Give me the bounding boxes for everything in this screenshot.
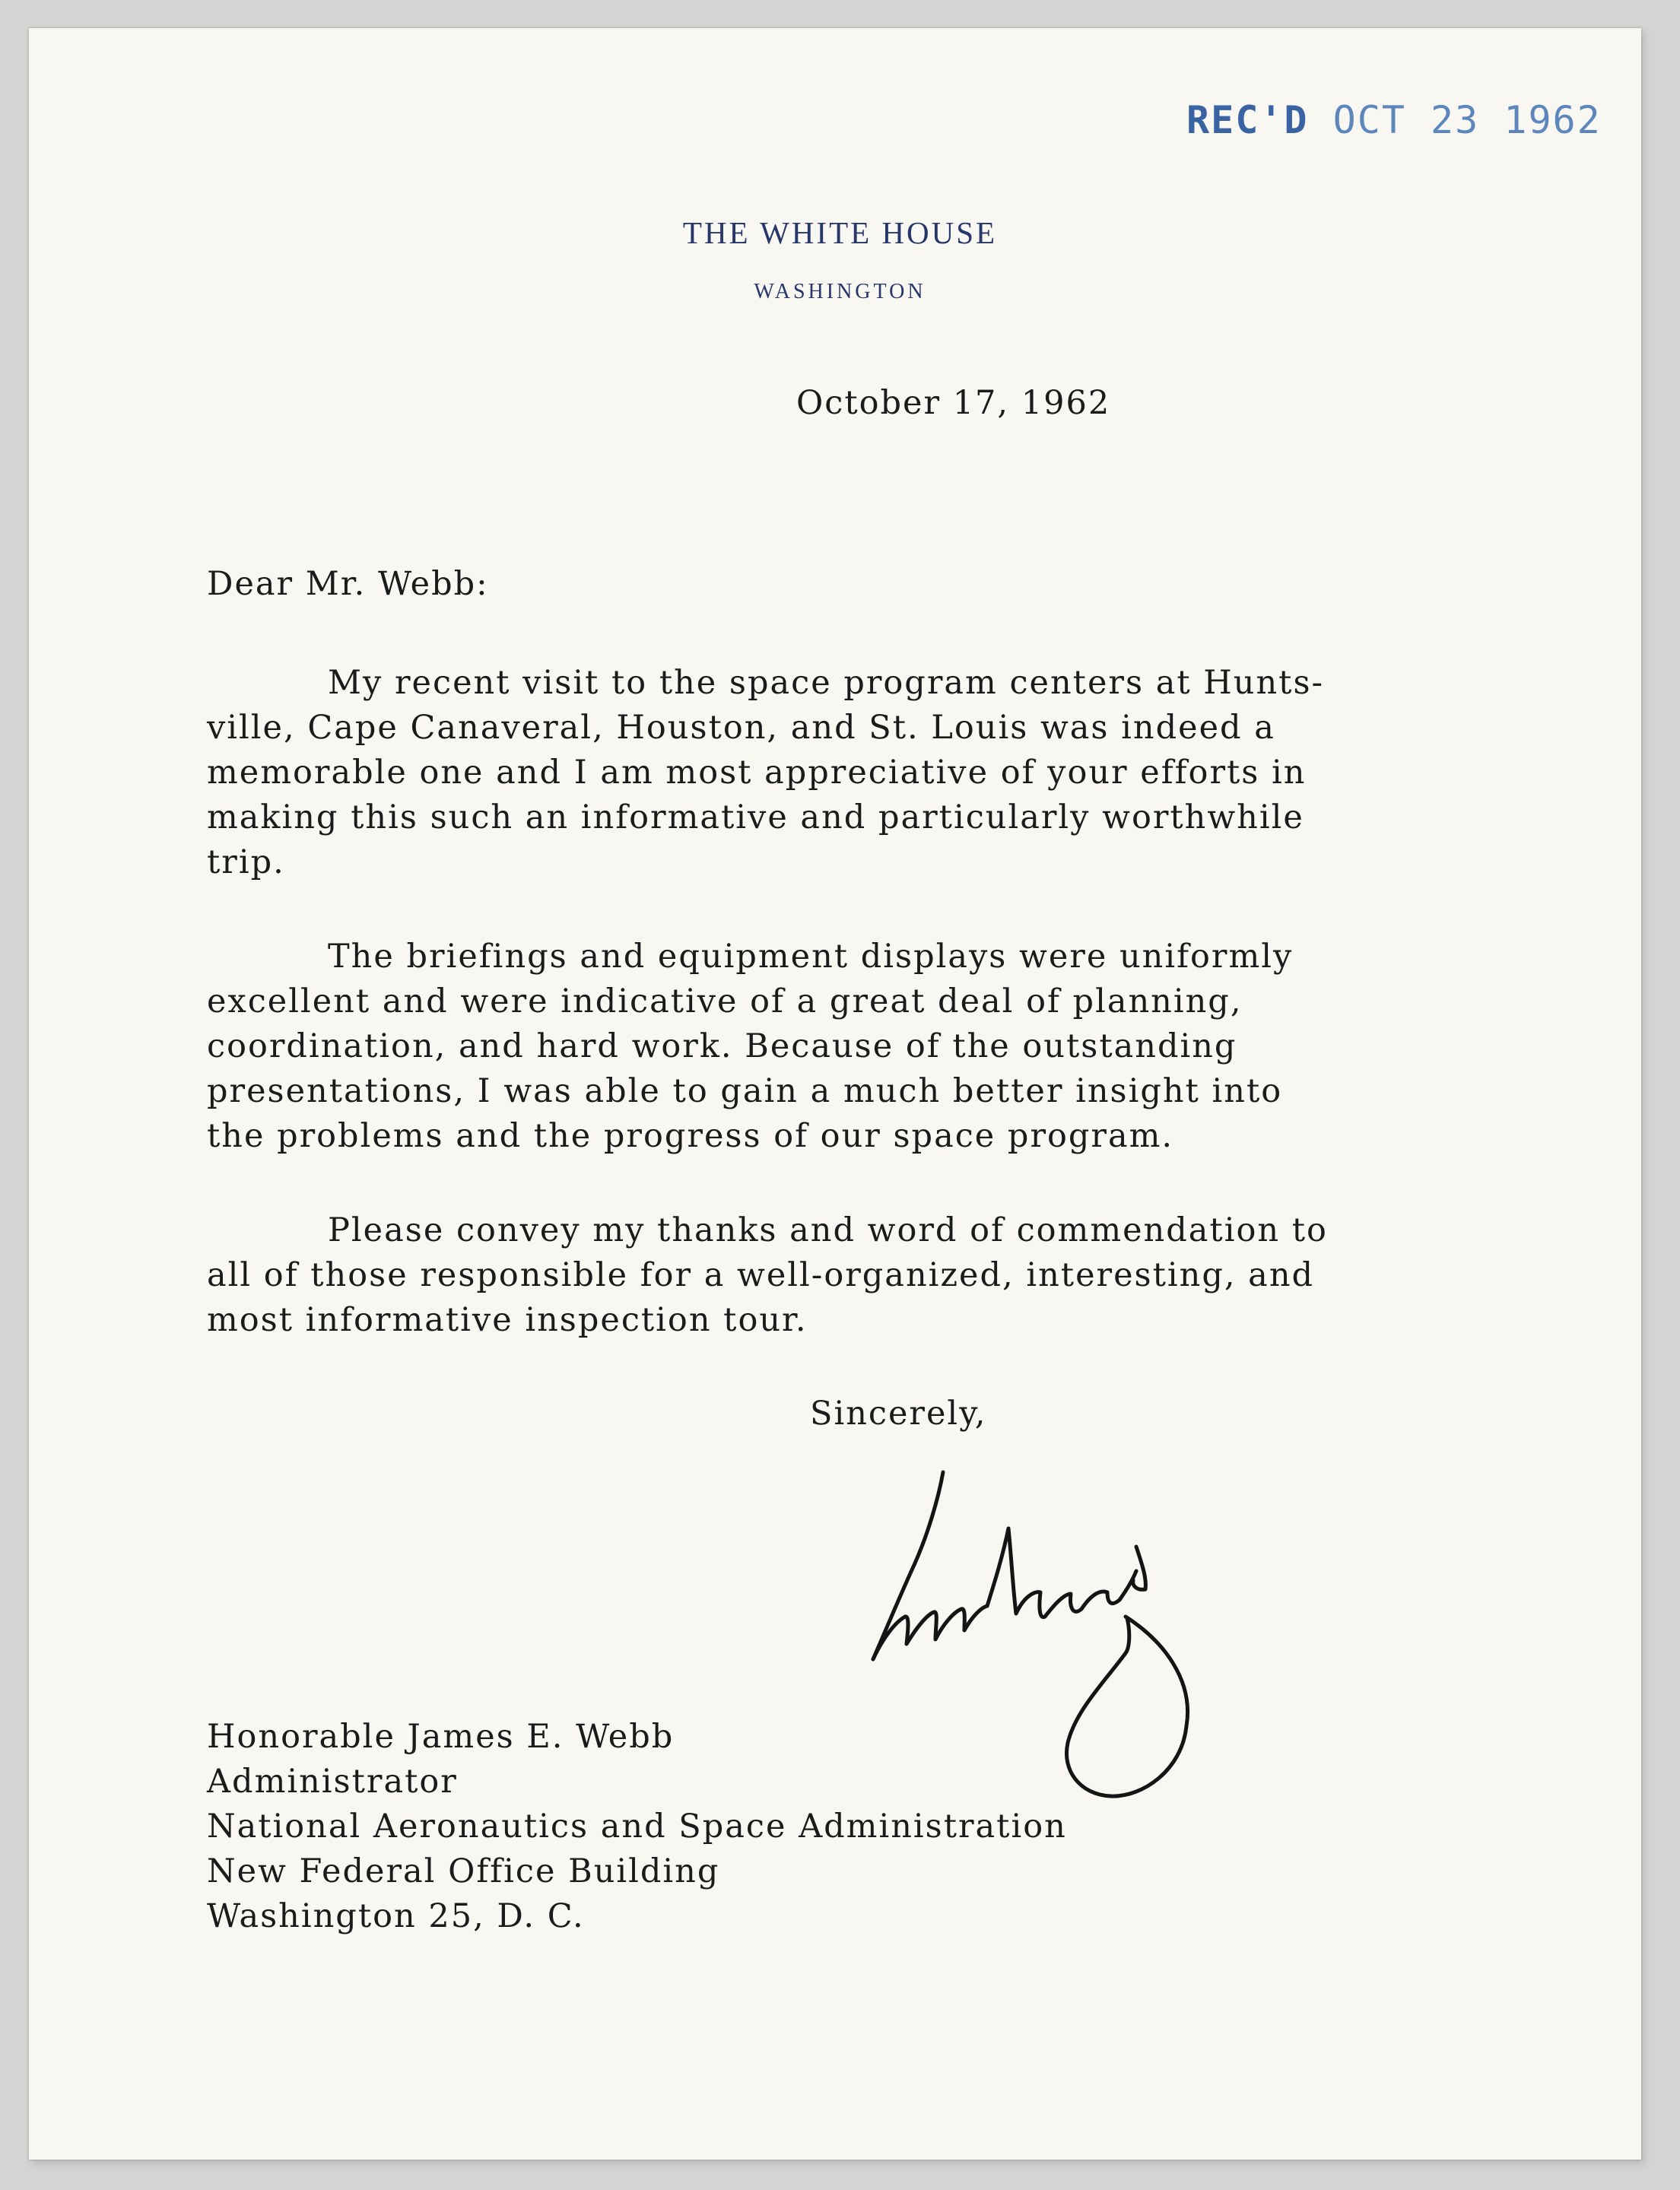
paragraph-line: all of those responsible for a well-organized, interesting, and [207, 1256, 1315, 1294]
paragraph-line: making this such an informative and particularly worthwhile [207, 798, 1304, 836]
recipient-city: Washington 25, D. C. [207, 1897, 585, 1935]
recipient-organization: National Aeronautics and Space Administration [207, 1808, 1067, 1846]
paragraph-line: Please convey my thanks and word of commendation to [328, 1211, 1328, 1249]
paragraph-line: the problems and the progress of our space program. [207, 1117, 1174, 1155]
signature [859, 1468, 1202, 1817]
paragraph-line: ville, Cape Canaveral, Houston, and St. Louis was indeed a [207, 709, 1275, 747]
closing: Sincerely, [810, 1395, 987, 1433]
paragraph-line: The briefings and equipment displays were uniformly [328, 938, 1294, 976]
letter-date: October 17, 1962 [796, 384, 1111, 422]
paragraph-line: excellent and were indicative of a great deal of planning, [207, 982, 1243, 1020]
recipient-name: Honorable James E. Webb [207, 1718, 675, 1756]
paragraph-line: most informative inspection tour. [207, 1301, 808, 1339]
letterhead-title: THE WHITE HOUSE [682, 215, 998, 250]
paragraph-line: presentations, I was able to gain a much better insight into [207, 1072, 1283, 1110]
paragraph-line: trip. [207, 843, 285, 881]
letterhead-location: WASHINGTON [754, 280, 926, 303]
recipient-title: Administrator [207, 1763, 458, 1801]
received-stamp-date: OCT 23 1962 [1332, 98, 1602, 142]
salutation: Dear Mr. Webb: [207, 565, 489, 603]
paragraph-line: coordination, and hard work. Because of the outstanding [207, 1027, 1237, 1065]
recipient-building: New Federal Office Building [207, 1852, 720, 1890]
paragraph-line: My recent visit to the space program centers at Hunts- [328, 664, 1325, 702]
received-stamp [1186, 97, 1602, 143]
received-stamp-mark: REC'D [1186, 98, 1309, 142]
paragraph-line: memorable one and I am most appreciative of your efforts in [207, 754, 1307, 792]
